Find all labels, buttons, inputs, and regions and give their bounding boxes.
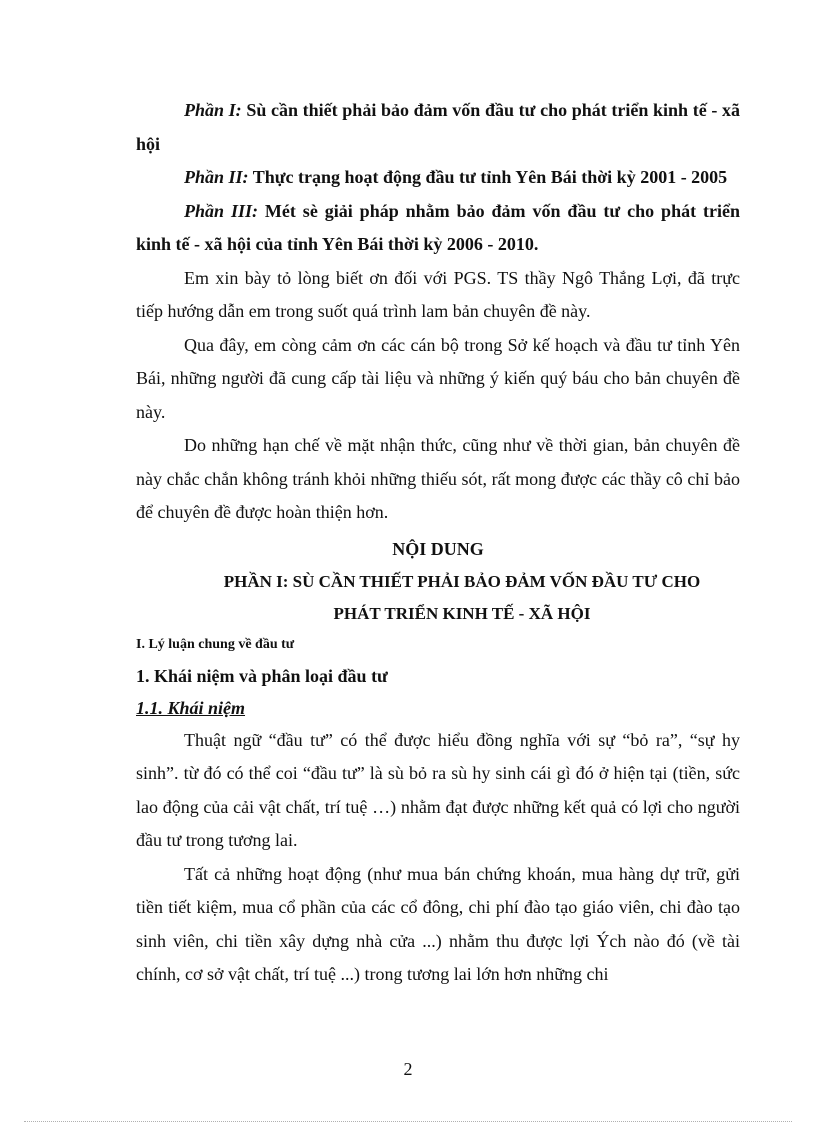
part-title-line-1: PHẦN I: SÙ CẦN THIẾT PHẢI BẢO ĐẢM VỐN ĐẦU TƯ CHO	[223, 571, 701, 591]
intro-part-3-label: Phần III:	[184, 200, 258, 221]
page-bottom-divider	[24, 1121, 792, 1122]
section-title: NỘI DUNG	[392, 538, 484, 559]
ack-paragraph-3: Do những hạn chế về mặt nhận thức, cũng như về thời gian, bản chuyên đề này chắc chắn không tránh khỏi những thiếu sót, rất mong được các thầy cô chỉ bảo để chuyên đề được hoàn thiện hơn.	[136, 435, 740, 522]
heading-1: 1. Khái niệm và phân loại đầu tư	[136, 665, 388, 686]
intro-part-3	[136, 195, 740, 262]
intro-part-1	[136, 94, 740, 161]
ack-paragraph-1: Em xin bày tỏ lòng biết ơn đối với PGS. TS thầy Ngô Thắng Lợi, đã trực tiếp hướng dẫn em trong suốt quá trình lam bản chuyên đề này.	[136, 267, 740, 321]
ack-paragraph-2: Qua đây, em còng cảm ơn các cán bộ trong Sở kế hoạch và đầu tư tỉnh Yên Bái, những người đã cung cấp tài liệu và những ý kiến quý báu cho bản chuyên đề này.	[136, 334, 740, 422]
intro-part-1-text: Sù cần thiết phải bảo đảm vốn đầu tư cho phát triển kinh tế - xã hội	[136, 100, 741, 154]
intro-part-2-label: Phần II:	[184, 167, 249, 187]
page-number: 2	[403, 1059, 413, 1079]
intro-part-2	[136, 161, 740, 195]
part-title-line-2: PHÁT TRIỂN KINH TẾ - XÃ HỘI	[333, 603, 591, 623]
heading-1-1: 1.1. Khái niệm	[136, 697, 246, 718]
body-paragraph-1: Thuật ngữ “đầu tư” có thể được hiểu đồng nghĩa với sự “bỏ ra”, “sự hy sinh”. từ đó có thể coi “đầu tư” là sù bỏ ra sù hy sinh cái gì đó ở hiện tại (tiền, sức lao động của cải vật chất, trí tuệ …) nhằm đạt được những kết quả có lợi cho người đầu tư trong tương lai.	[136, 729, 740, 850]
intro-part-3-text: Mét sè giải pháp nhằm bảo đảm vốn đầu tư cho phát triển kinh tế - xã hội của tỉnh Yên Bái thời kỳ 2006 - 2010.	[136, 200, 740, 254]
intro-part-1-label: Phần I:	[184, 100, 242, 120]
heading-roman: I. Lý luận chung về đầu tư	[136, 636, 295, 652]
body-paragraph-2: Tất cả những hoạt động (như mua bán chứng khoán, mua hàng dự trữ, gửi tiền tiết kiệm, mua cổ phần của các cổ đông, chi phí đào tạo giáo viên, chi đào tạo sinh viên, chi tiền xây dựng nhà cửa ...) nhằm thu được lợi Ých nào đó (về tài chính, cơ sở vật chất, trí tuệ ...) trong tương lai lớn hơn những chi	[136, 863, 740, 984]
intro-part-2-text: Thực trạng hoạt động đầu tư tỉnh Yên Bái thời kỳ 2001 - 2005	[248, 167, 728, 187]
page-content	[136, 94, 740, 992]
